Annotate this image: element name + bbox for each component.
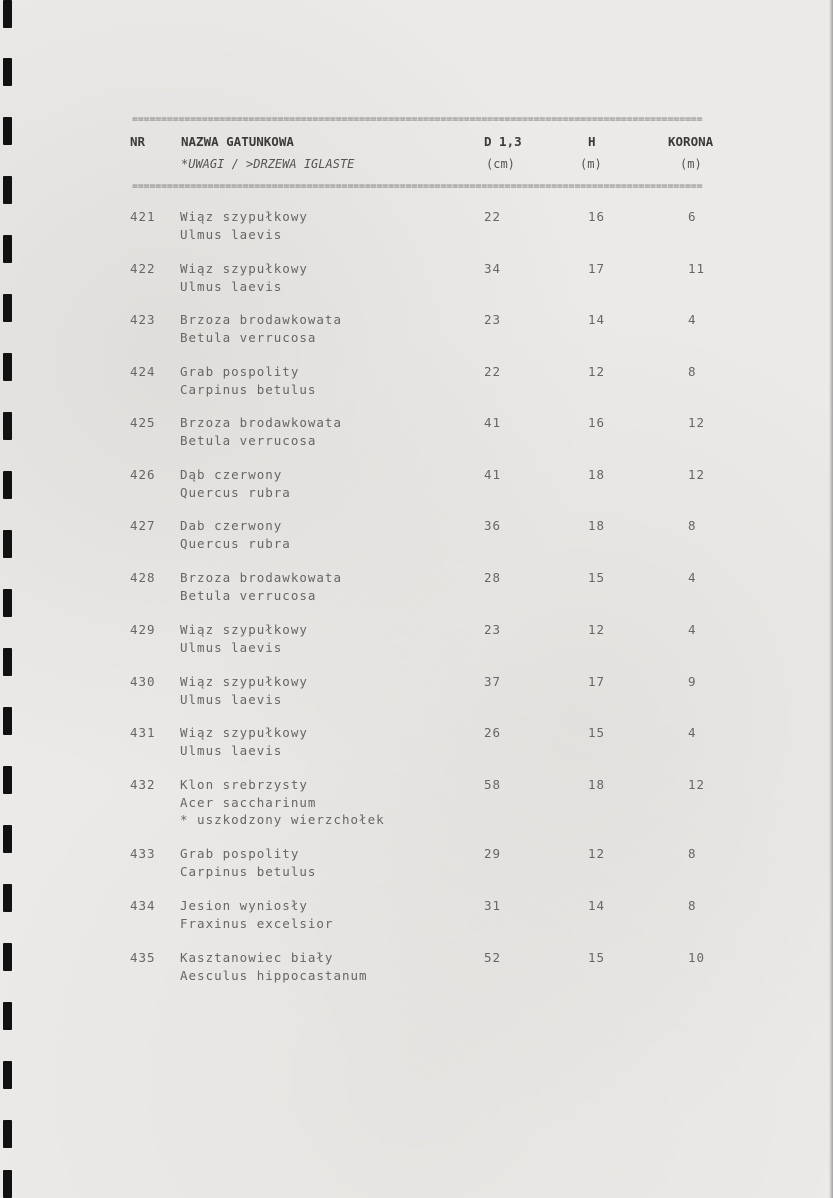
row-latin: Ulmus laevis (180, 640, 283, 655)
row-h: 18 (588, 467, 606, 482)
binding-mark (3, 1002, 12, 1030)
row-h: 18 (588, 777, 606, 792)
binding-mark (3, 530, 12, 558)
row-k: 12 (688, 467, 706, 482)
row-name: Dąb czerwony (180, 467, 283, 482)
row-d: 34 (484, 261, 502, 276)
row-k: 8 (688, 846, 697, 861)
row-d: 23 (484, 622, 502, 637)
row-k: 4 (688, 570, 697, 585)
row-name: Kasztanowiec biały (180, 950, 334, 965)
row-h: 14 (588, 312, 606, 327)
row-latin: Betula verrucosa (180, 433, 317, 448)
binding-mark (3, 471, 12, 499)
row-k: 8 (688, 364, 697, 379)
row-name: Brzoza brodawkowata (180, 312, 342, 327)
row-k: 8 (688, 898, 697, 913)
row-latin: Aesculus hippocastanum (180, 968, 368, 983)
header-d-unit: (cm) (486, 157, 515, 171)
row-k: 11 (688, 261, 706, 276)
row-nr: 428 (130, 570, 156, 585)
binding-mark (3, 648, 12, 676)
page-edge-shadow (829, 0, 833, 1198)
binding-mark (3, 1061, 12, 1089)
row-d: 26 (484, 725, 502, 740)
row-k: 10 (688, 950, 706, 965)
row-h: 15 (588, 570, 606, 585)
row-d: 23 (484, 312, 502, 327)
binding-mark (3, 235, 12, 263)
row-nr: 426 (130, 467, 156, 482)
binding-mark (3, 1120, 12, 1148)
binding-strip (0, 0, 20, 1198)
row-latin: Betula verrucosa (180, 330, 317, 345)
binding-mark (3, 766, 12, 794)
row-nr: 421 (130, 209, 156, 224)
row-d: 36 (484, 518, 502, 533)
row-latin: Ulmus laevis (180, 227, 283, 242)
row-name: Dab czerwony (180, 518, 283, 533)
binding-mark (3, 707, 12, 735)
binding-mark (3, 0, 12, 28)
row-k: 12 (688, 415, 706, 430)
row-h: 12 (588, 364, 606, 379)
header-h-unit: (m) (580, 157, 602, 171)
row-h: 18 (588, 518, 606, 533)
row-nr: 431 (130, 725, 156, 740)
row-k: 4 (688, 312, 697, 327)
header-name: NAZWA GATUNKOWA (181, 134, 294, 149)
top-rule (132, 116, 778, 124)
row-nr: 433 (130, 846, 156, 861)
row-nr: 434 (130, 898, 156, 913)
row-name: Wiąz szypułkowy (180, 209, 308, 224)
row-latin: Betula verrucosa (180, 588, 317, 603)
row-h: 14 (588, 898, 606, 913)
row-h: 12 (588, 846, 606, 861)
row-d: 52 (484, 950, 502, 965)
row-h: 15 (588, 950, 606, 965)
row-name: Wiąz szypułkowy (180, 622, 308, 637)
row-nr: 427 (130, 518, 156, 533)
binding-mark (3, 58, 12, 86)
binding-mark (3, 884, 12, 912)
row-k: 9 (688, 674, 697, 689)
binding-mark (3, 1170, 12, 1198)
row-h: 17 (588, 674, 606, 689)
binding-mark (3, 353, 12, 381)
header-korona: KORONA (668, 134, 714, 149)
row-k: 12 (688, 777, 706, 792)
binding-mark (3, 943, 12, 971)
row-name: Wiąz szypułkowy (180, 725, 308, 740)
row-nr: 429 (130, 622, 156, 637)
row-name: Brzoza brodawkowata (180, 415, 342, 430)
row-name: Wiąz szypułkowy (180, 261, 308, 276)
binding-mark (3, 825, 12, 853)
row-nr: 432 (130, 777, 156, 792)
row-latin: Quercus rubra (180, 536, 291, 551)
row-latin: Carpinus betulus (180, 382, 317, 397)
row-nr: 423 (130, 312, 156, 327)
row-d: 28 (484, 570, 502, 585)
header-rule (132, 183, 778, 191)
row-name: Jesion wyniosły (180, 898, 308, 913)
row-k: 4 (688, 725, 697, 740)
binding-mark (3, 412, 12, 440)
row-latin: Fraxinus excelsior (180, 916, 334, 931)
row-name: Grab pospolity (180, 846, 300, 861)
row-h: 16 (588, 209, 606, 224)
row-nr: 430 (130, 674, 156, 689)
header-d: D 1,3 (484, 134, 522, 149)
row-latin: Ulmus laevis (180, 743, 283, 758)
row-d: 29 (484, 846, 502, 861)
row-k: 6 (688, 209, 697, 224)
binding-mark (3, 589, 12, 617)
row-latin: Carpinus betulus (180, 864, 317, 879)
header-korona-unit: (m) (680, 157, 702, 171)
row-k: 8 (688, 518, 697, 533)
row-name: Brzoza brodawkowata (180, 570, 342, 585)
row-name: Grab pospolity (180, 364, 300, 379)
row-note: * uszkodzony wierzchołek (180, 812, 385, 827)
row-latin: Ulmus laevis (180, 692, 283, 707)
row-nr: 424 (130, 364, 156, 379)
row-latin: Quercus rubra (180, 485, 291, 500)
row-h: 12 (588, 622, 606, 637)
header-nr: NR (130, 134, 146, 149)
row-d: 41 (484, 415, 502, 430)
row-nr: 422 (130, 261, 156, 276)
row-d: 22 (484, 209, 502, 224)
row-latin: Acer saccharinum (180, 795, 317, 810)
row-name: Klon srebrzysty (180, 777, 308, 792)
row-d: 58 (484, 777, 502, 792)
header-notes: *UWAGI / >DRZEWA IGLASTE (181, 157, 355, 171)
row-k: 4 (688, 622, 697, 637)
row-h: 16 (588, 415, 606, 430)
row-d: 22 (484, 364, 502, 379)
row-nr: 435 (130, 950, 156, 965)
header-h: H (588, 134, 596, 149)
row-d: 31 (484, 898, 502, 913)
binding-mark (3, 176, 12, 204)
row-h: 15 (588, 725, 606, 740)
binding-mark (3, 117, 12, 145)
row-latin: Ulmus laevis (180, 279, 283, 294)
row-nr: 425 (130, 415, 156, 430)
row-d: 41 (484, 467, 502, 482)
binding-mark (3, 294, 12, 322)
row-h: 17 (588, 261, 606, 276)
row-name: Wiąz szypułkowy (180, 674, 308, 689)
row-d: 37 (484, 674, 502, 689)
